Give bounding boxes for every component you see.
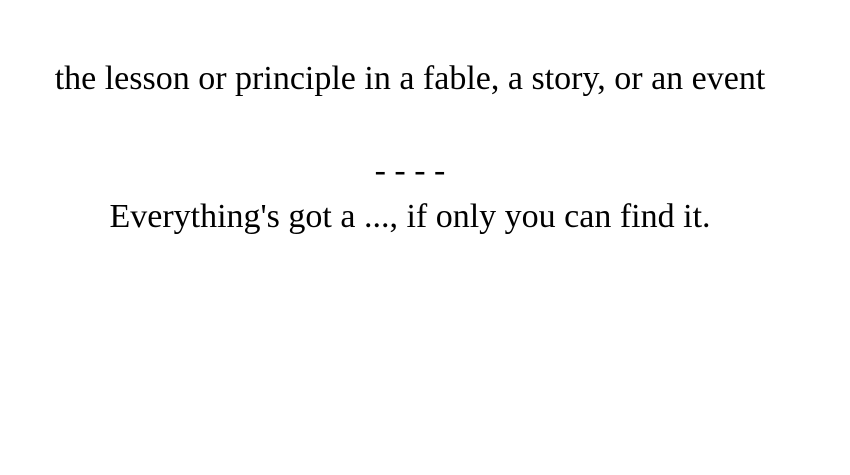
separator-dashes: - - - - — [374, 152, 446, 189]
example-sentence: Everything's got a ..., if only you can find it. — [109, 198, 711, 235]
definition-text: the lesson or principle in a fable, a story, or an event — [54, 60, 766, 97]
